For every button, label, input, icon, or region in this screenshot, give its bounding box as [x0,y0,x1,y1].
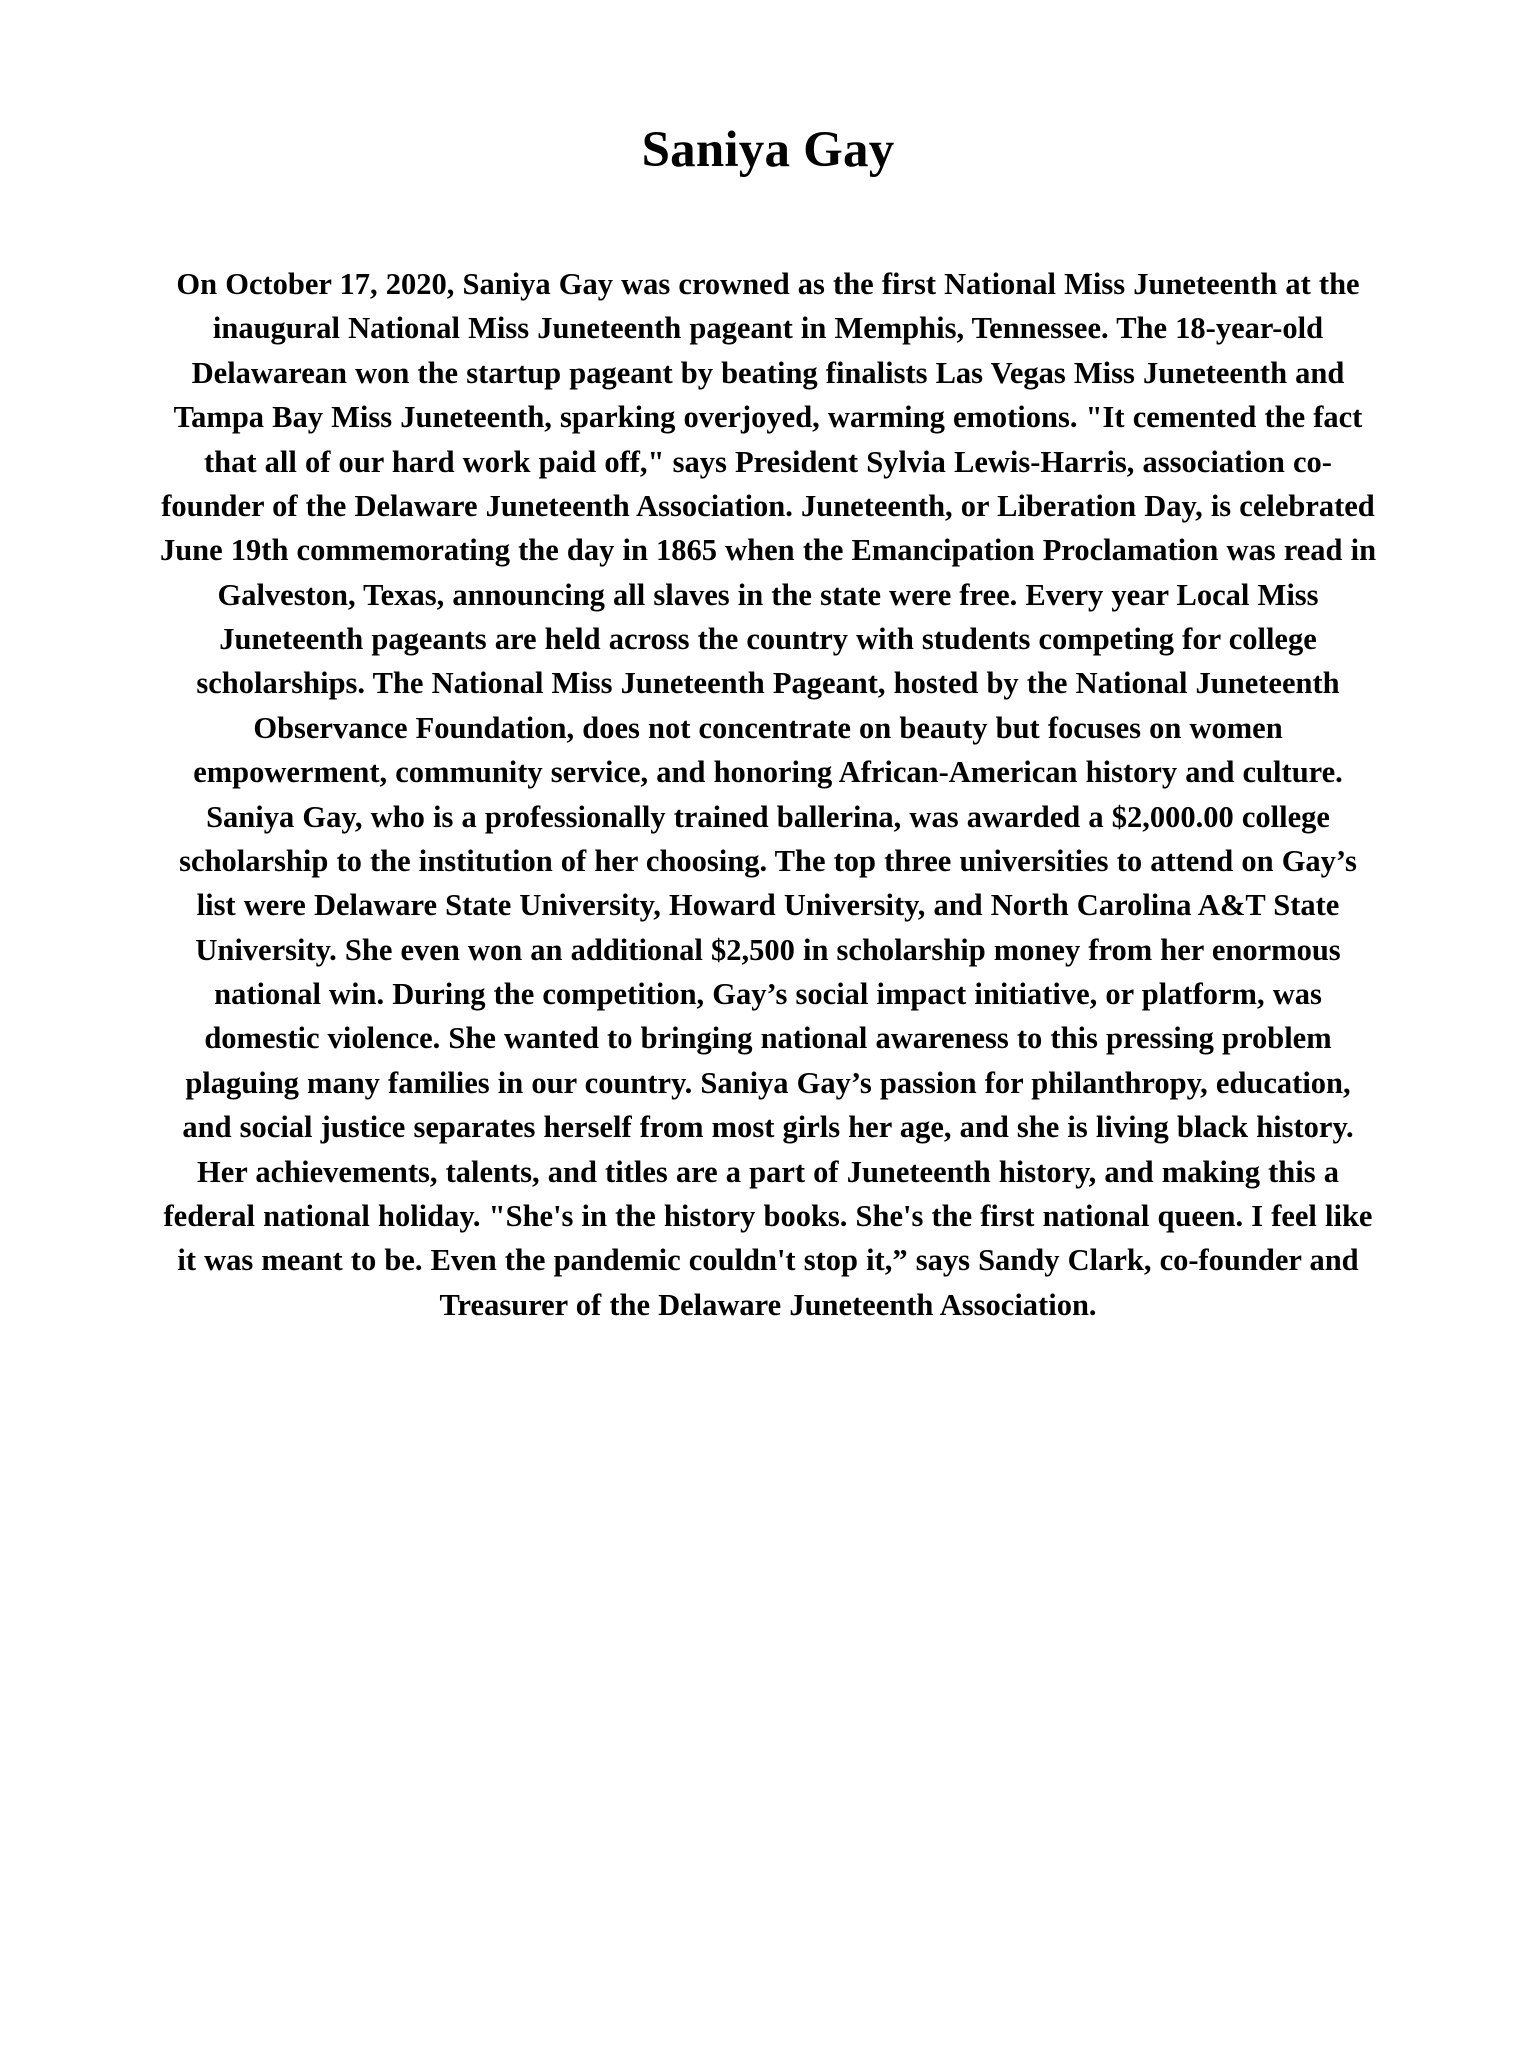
body-paragraph: On October 17, 2020, Saniya Gay was crowned as the first National Miss Juneteenth at the inaugural National Miss Juneteenth pageant in Memphis, Tennessee. The 18-year-old Delawarean won the startup pageant by beating finalists Las Vegas Miss Juneteenth and Tampa Bay Miss Juneteenth, sparking overjoyed, warming emotions. "It cemented the fact that all of our hard work paid off," says President Sylvia Lewis-Harris, association co-founder of the Delaware Juneteenth Association. Juneteenth, or Liberation Day, is celebrated June 19th commemorating the day in 1865 when the Emancipation Proclamation was read in Galveston, Texas, announcing all slaves in the state were free. Every year Local Miss Juneteenth pageants are held across the country with students competing for college scholarships. The National Miss Juneteenth Pageant, hosted by the National Juneteenth Observance Foundation, does not concentrate on beauty but focuses on women empowerment, community service, and honoring African-American history and culture. Saniya Gay, who is a professionally trained ballerina, was awarded a $2,000.00 college scholarship to the institution of her choosing. The top three universities to attend on Gay’s list were Delaware State University, Howard University, and North Carolina A&T State University. She even won an additional $2,500 in scholarship money from her enormous national win. During the competition, Gay’s social impact initiative, or platform, was domestic violence. She wanted to bringing national awareness to this pressing problem plaguing many families in our country. Saniya Gay’s passion for philanthropy, education, and social justice separates herself from most girls her age, and she is living black history. Her achievements, talents, and titles are a part of Juneteenth history, and making this a federal national holiday. "She's in the history books. She's the first national queen. I feel like it was meant to be. Even the pandemic couldn't stop it,” says Sandy Clark, co-founder and Treasurer of the Delaware Juneteenth Association. [159,267,1377,1322]
document-body [150,262,1386,1327]
page-title: Saniya Gay [641,122,895,178]
